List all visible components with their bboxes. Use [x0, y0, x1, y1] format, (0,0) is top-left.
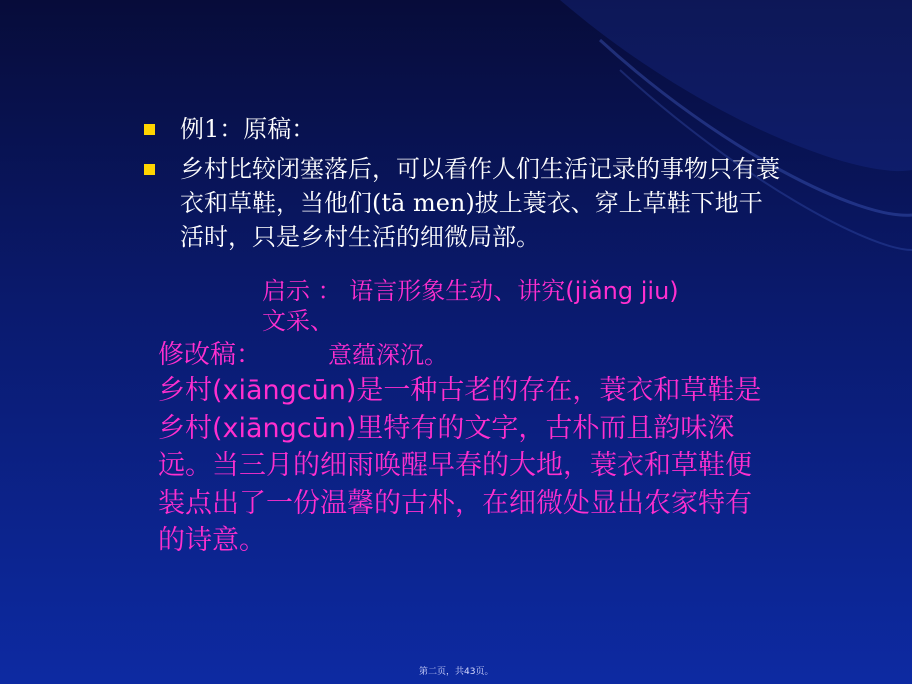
hint-line-3: 意蕴深沉。 — [328, 341, 448, 369]
page-footer: 第二页，共43页。 — [419, 667, 494, 677]
revision-label: 修改稿： — [158, 340, 263, 370]
bullet-square-icon — [144, 164, 155, 175]
bullet-list — [140, 112, 780, 260]
revision-text: 乡村(xiāngcūn)是一种古老的存在，蓑衣和草鞋是乡村(xiāngcūn)里特有的文字，古朴而且韵味深远。当三月的细雨唤醒早春的大地，蓑衣和草鞋便装点出了一份温馨的古朴，在细微处显出农家特有的诗意。 — [158, 375, 762, 556]
list-item — [140, 152, 780, 254]
hint-line-1: 启示 ： 语言形象生动、讲究(jiǎng jiu) — [262, 277, 679, 305]
bullet-text: 乡村比较闭塞落后，可以看作人们生活记录的事物只有蓑衣和草鞋，当他们(tā men)披上蓑衣、穿上草鞋下地干活时，只是乡村生活的细微局部。 — [180, 155, 780, 251]
list-item — [140, 112, 780, 146]
bullet-text: 例1：原稿： — [180, 115, 316, 143]
hint-line-2: 文采、 — [262, 307, 334, 335]
bullet-square-icon — [144, 124, 155, 135]
